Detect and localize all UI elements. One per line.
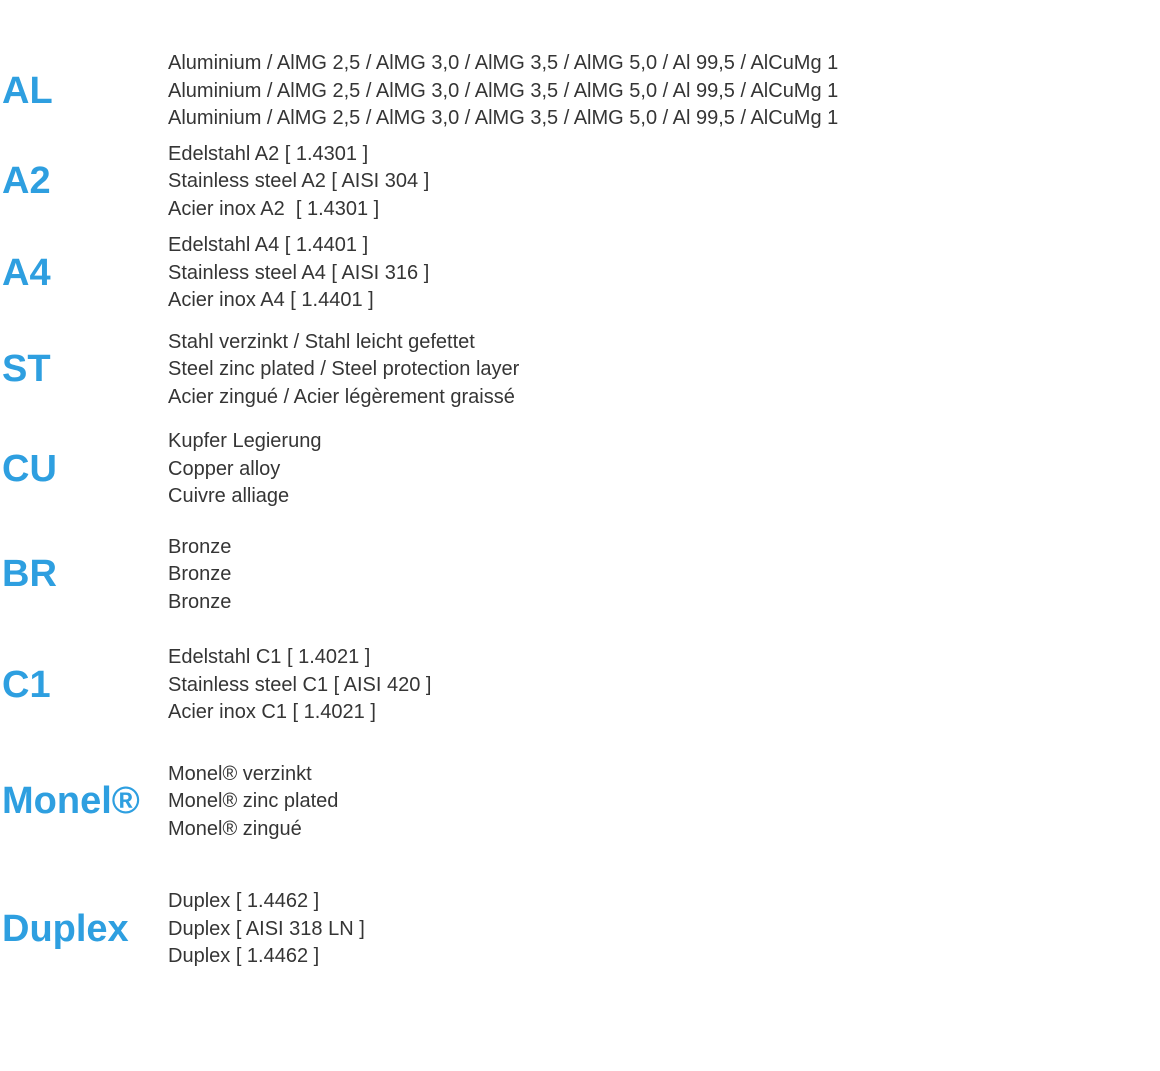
material-description-de: Edelstahl C1 [ 1.4021 ]: [168, 646, 371, 668]
material-description-de: Monel® verzinkt: [168, 762, 312, 785]
material-row: [0, 50, 1160, 133]
material-description-de: Kupfer Legierung: [168, 430, 322, 452]
material-description-en: Aluminium / AlMG 2,5 / AlMG 3,0 / AlMG 3,5 / AlMG 5,0 / Al 99,5 / AlCuMg 1: [168, 79, 839, 102]
material-row: [0, 428, 1160, 511]
material-description-fr: Acier zingué / Acier légèrement graissé: [168, 385, 515, 408]
material-descriptions: [168, 329, 519, 412]
material-description-fr: Monel® zingué: [168, 817, 302, 840]
material-description-en: Duplex [ AISI 318 LN ]: [168, 917, 365, 940]
material-code: CU: [2, 447, 57, 490]
material-description-fr: Cuivre alliage: [168, 485, 290, 507]
material-description-de: Stahl verzinkt / Stahl leicht gefettet: [168, 330, 475, 353]
material-row: [0, 761, 1160, 844]
material-code: C1: [2, 663, 51, 706]
material-description-en: Steel zinc plated / Steel protection layer: [168, 358, 520, 380]
material-descriptions: [168, 50, 838, 133]
material-description-fr: Acier inox A2 [ 1.4301 ]: [168, 197, 380, 220]
material-description-en: Monel® zinc plated: [168, 790, 339, 812]
material-description-fr: Acier inox A4 [ 1.4401 ]: [168, 289, 374, 311]
material-descriptions: [168, 141, 429, 224]
material-description-en: Stainless steel A2 [ AISI 304 ]: [168, 170, 430, 192]
material-row: [0, 329, 1160, 412]
material-description-fr: Bronze: [168, 590, 232, 613]
material-code: AL: [2, 69, 53, 112]
material-descriptions: [168, 232, 429, 315]
material-row: [0, 141, 1160, 224]
material-code: A2: [2, 160, 51, 203]
material-descriptions: [168, 534, 231, 617]
material-descriptions: [168, 761, 338, 844]
material-description-fr: Duplex [ 1.4462 ]: [168, 945, 320, 967]
material-descriptions: [168, 644, 431, 727]
material-row: [0, 534, 1160, 617]
material-descriptions: [168, 888, 365, 971]
material-description-de: Aluminium / AlMG 2,5 / AlMG 3,0 / AlMG 3,5 / AlMG 5,0 / Al 99,5 / AlCuMg 1: [168, 52, 839, 74]
material-description-de: Edelstahl A2 [ 1.4301 ]: [168, 142, 369, 165]
material-code: A4: [2, 251, 51, 294]
material-description-de: Edelstahl A4 [ 1.4401 ]: [168, 234, 369, 256]
material-description-fr: Aluminium / AlMG 2,5 / AlMG 3,0 / AlMG 3,5 / AlMG 5,0 / Al 99,5 / AlCuMg 1: [168, 107, 839, 129]
material-description-de: Bronze: [168, 535, 232, 558]
material-code: Monel®: [2, 780, 140, 823]
material-code: BR: [2, 553, 57, 596]
material-row: [0, 644, 1160, 727]
material-description-en: Stainless steel C1 [ AISI 420 ]: [168, 673, 432, 696]
material-row: [0, 232, 1160, 315]
material-code: ST: [2, 348, 51, 391]
material-description-fr: Acier inox C1 [ 1.4021 ]: [168, 701, 376, 723]
material-description-en: Copper alloy: [168, 457, 281, 480]
material-description-en: Bronze: [168, 563, 232, 585]
material-descriptions: [168, 428, 321, 511]
material-code: Duplex: [2, 907, 129, 950]
material-description-en: Stainless steel A4 [ AISI 316 ]: [168, 261, 430, 284]
material-row: [0, 888, 1160, 971]
material-description-de: Duplex [ 1.4462 ]: [168, 890, 320, 912]
